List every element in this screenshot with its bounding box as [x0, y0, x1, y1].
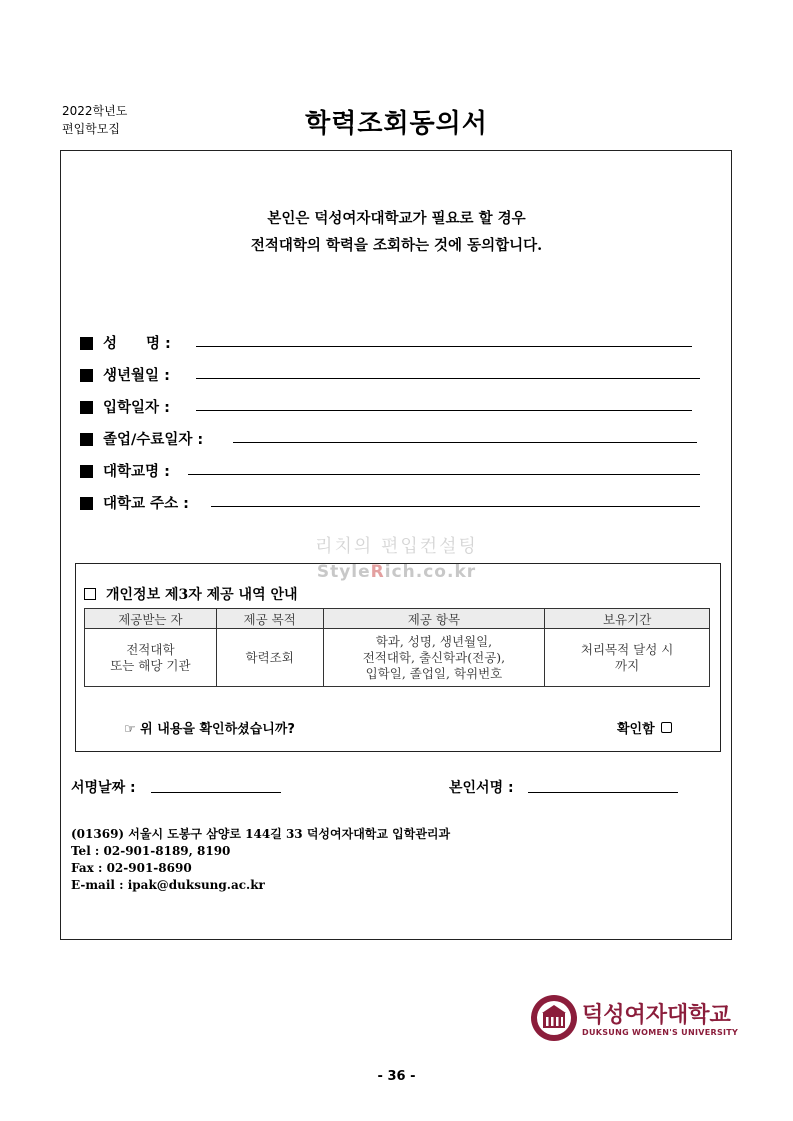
- admission-input-line[interactable]: [196, 410, 692, 411]
- cell-retention-line-1: 처리목적 달성 시: [580, 641, 674, 657]
- cell-items-line-3: 입학일, 졸업일, 학위번호: [365, 665, 503, 681]
- contact-tel: Tel : 02-901-8189, 8190: [71, 844, 231, 858]
- logo-name-ko: 덕성여자대학교: [582, 1003, 731, 1028]
- cell-retention-line-2: 까지: [615, 657, 640, 673]
- logo-name-en: DUKSUNG WOMEN'S UNIVERSITY: [582, 1028, 739, 1037]
- name-input-line[interactable]: [196, 346, 692, 347]
- field-university: [80, 460, 170, 481]
- bullet-square-icon: [80, 337, 93, 350]
- sign-date-label: 서명날짜 :: [71, 780, 136, 796]
- header-year: 2022학년도: [62, 104, 128, 118]
- contact-email: E-mail : ipak@duksung.ac.kr: [71, 878, 265, 892]
- cell-items-line-2: 전적대학, 출신학과(전공),: [362, 649, 506, 665]
- field-name-label: 성 명 :: [103, 336, 171, 352]
- cell-purpose: 학력조회: [216, 629, 323, 687]
- confirm-label: 확인함: [617, 722, 655, 737]
- bullet-square-icon: [80, 465, 93, 478]
- watermark-r: R: [370, 562, 385, 582]
- field-graduation: [80, 428, 203, 449]
- field-birth-label: 생년월일 :: [103, 368, 170, 384]
- signature-line[interactable]: [528, 792, 678, 793]
- bullet-square-icon: [80, 369, 93, 382]
- contact-address: (01369) 서울시 도봉구 삼양로 144길 33 덕성여자대학교 입학관리과: [71, 827, 451, 841]
- page-title: 학력조회동의서: [305, 109, 488, 139]
- privacy-info-title: [84, 584, 298, 604]
- bullet-square-icon: [80, 433, 93, 446]
- checkbox-icon: [84, 588, 96, 600]
- header-purpose: 제공 목적: [216, 609, 323, 629]
- graduation-input-line[interactable]: [233, 442, 697, 443]
- watermark-style: Style: [316, 562, 371, 582]
- cell-recipient-line-1: 전적대학: [126, 641, 175, 657]
- sign-date-line[interactable]: [151, 792, 281, 793]
- field-address: [80, 492, 189, 513]
- signature-label: 본인서명 :: [449, 780, 514, 796]
- header-retention: 보유기간: [545, 609, 710, 629]
- contact-fax: Fax : 02-901-8690: [71, 861, 192, 875]
- cell-items-line-1: 학과, 성명, 생년월일,: [375, 633, 493, 649]
- cell-recipient: [85, 629, 217, 687]
- university-emblem-icon: [530, 994, 578, 1042]
- field-admission-label: 입학일자 :: [103, 400, 170, 416]
- confirm-question: ☞ 위 내용을 확인하셨습니까?: [124, 722, 295, 737]
- confirm-checkbox-group[interactable]: [617, 718, 672, 737]
- field-name: [80, 332, 171, 353]
- field-admission: [80, 396, 170, 417]
- confirm-checkbox[interactable]: [661, 722, 672, 733]
- field-graduation-label: 졸업/수료일자 :: [103, 432, 204, 448]
- university-input-line[interactable]: [188, 474, 700, 475]
- birth-input-line[interactable]: [196, 378, 700, 379]
- bullet-square-icon: [80, 401, 93, 414]
- privacy-info-title-text: 개인정보 제3자 제공 내역 안내: [106, 587, 298, 603]
- table-header-row: [85, 609, 710, 629]
- field-birth: [80, 364, 170, 385]
- watermark-ich: ich.co.kr: [384, 562, 477, 582]
- privacy-table: [84, 608, 710, 687]
- watermark-text: 리치의 편입컨설팅: [315, 536, 478, 557]
- cell-retention: [545, 629, 710, 687]
- page-number: - 36 -: [377, 1069, 416, 1084]
- consent-line-1: 본인은 덕성여자대학교가 필요로 할 경우: [267, 210, 526, 227]
- cell-recipient-line-2: 또는 해당 기관: [110, 657, 191, 673]
- address-input-line[interactable]: [211, 506, 700, 507]
- header-program: 편입학모집: [62, 122, 120, 136]
- bullet-square-icon: [80, 497, 93, 510]
- header-recipient: 제공받는 자: [85, 609, 217, 629]
- consent-line-2: 전적대학의 학력을 조회하는 것에 동의합니다.: [250, 237, 543, 254]
- cell-items: [323, 629, 545, 687]
- header-items: 제공 항목: [323, 609, 545, 629]
- field-university-label: 대학교명 :: [103, 464, 170, 480]
- field-address-label: 대학교 주소 :: [103, 496, 189, 512]
- table-row: [85, 629, 710, 687]
